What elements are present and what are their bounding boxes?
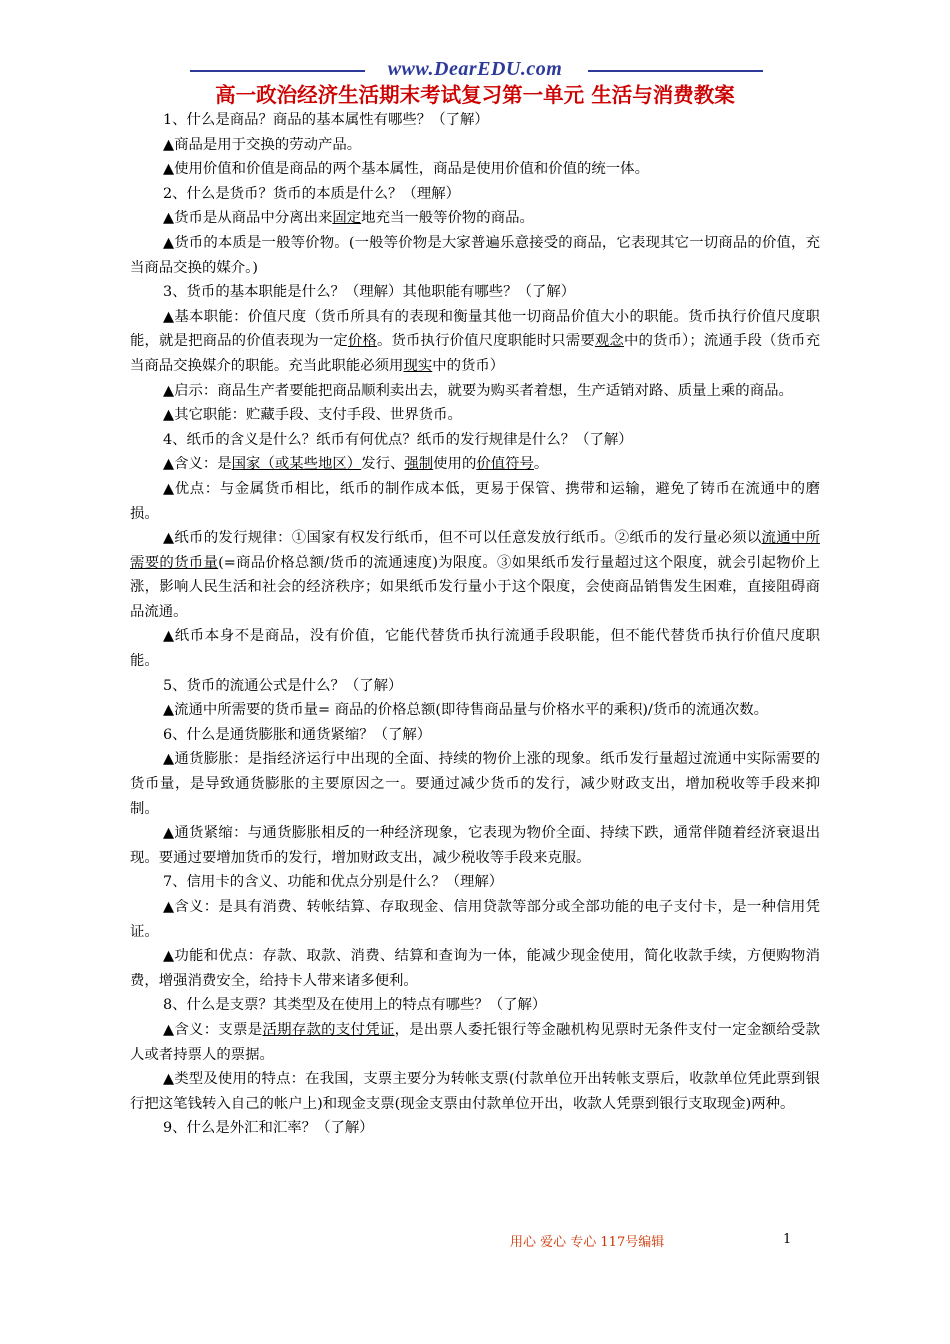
underlined-term: 国家（或某些地区） <box>231 456 362 473</box>
page-number: 1 <box>783 1232 792 1247</box>
answer-5-1: ▲流通中所需要的货币量= 商品的价格总额(即待售商品量与价格水平的乘积)/货币的流通次数。 <box>163 702 769 719</box>
answer-4-3 <box>130 526 820 624</box>
text-run: 。 <box>533 456 549 473</box>
question-9: 9、什么是外汇和汇率？（了解） <box>163 1120 374 1137</box>
answer-7-2: ▲功能和优点：存款、取款、消费、结算和查询为一体，能减少现金使用，简化收款手续，方便购物消费，增强消费安全，给持卡人带来诸多便利。 <box>130 948 820 989</box>
answer-2-1 <box>130 206 820 231</box>
question-6: 6、什么是通货膨胀和通货紧缩？（了解） <box>163 726 432 743</box>
answer-4-1 <box>130 452 820 477</box>
answer-3-2: ▲启示：商品生产者要能把商品顺利卖出去，就要为购买者着想，生产适销对路、质量上乘的商品。 <box>163 382 793 399</box>
site-url[interactable]: www.DearEDU.com <box>387 58 563 80</box>
underlined-term: 活期存款的支付凭证 <box>262 1021 395 1038</box>
text-run: ▲货币是从商品中分离出来 <box>163 210 333 227</box>
text-run: ，是出票人委托银行等金融机构见票时无条件支付一定金额给受款人或者持票人的票据。 <box>130 1021 820 1063</box>
text-run: 中的货币）；流通手段（货币充当商品交换媒介的职能。充当此职能必须用 <box>130 333 820 374</box>
question-5: 5、货币的流通公式是什么？（了解） <box>163 677 403 694</box>
text-run: ▲含义：支票是 <box>163 1021 263 1038</box>
answer-4-4: ▲纸币本身不是商品，没有价值，它能代替货币执行流通手段职能，但不能代替货币执行价值尺度职能。 <box>130 628 820 670</box>
footer-note: 用心 爱心 专心 117号编辑 <box>510 1235 665 1250</box>
underlined-term: 流通中所需要的货币量 <box>130 530 820 571</box>
underlined-term: 价格 <box>347 333 377 350</box>
text-run: 中的货币） <box>432 357 505 374</box>
question-3: 3、货币的基本职能是什么？（理解）其他职能有哪些？（了解） <box>163 284 576 301</box>
answer-1-1: ▲商品是用于交换的劳动产品。 <box>163 136 362 153</box>
answer-8-2: ▲类型及使用的特点：在我国，支票主要分为转帐支票(付款单位开出转帐支票后，收款单位凭此票到银行把这笔钱转入自己的帐户上)和现金支票(现金支票由付款单位开出，收款人凭票到银行支取现金)两种。 <box>130 1071 820 1112</box>
text-run: 发行、 <box>361 456 405 473</box>
question-7: 7、信用卡的含义、功能和优点分别是什么？（理解） <box>163 874 504 891</box>
document-body <box>130 108 820 1141</box>
question-2: 2、什么是货币？货币的本质是什么？（理解） <box>163 185 460 202</box>
question-1: 1、什么是商品？商品的基本属性有哪些？（了解） <box>163 112 489 128</box>
question-4: 4、纸币的含义是什么？纸币有何优点？纸币的发行规律是什么？（了解） <box>163 431 633 448</box>
banner-rule-right <box>588 70 763 72</box>
answer-6-2: ▲通货紧缩：与通货膨胀相反的一种经济现象，它表现为物价全面、持续下跌，通常伴随着经济衰退出现。要通过要增加货币的发行，增加财政支出，减少税收等手段来克服。 <box>130 825 820 866</box>
answer-7-1: ▲含义：是具有消费、转帐结算、存取现金、信用贷款等部分或全部功能的电子支付卡，是一种信用凭证。 <box>130 899 820 940</box>
answer-8-1 <box>130 1018 820 1067</box>
text-run: 地充当一般等价物的商品。 <box>361 210 534 227</box>
underlined-term: 现实 <box>403 357 433 374</box>
answer-6-1: ▲通货膨胀：是指经济运行中出现的全面、持续的物价上涨的现象。纸币发行量超过流通中实际需要的货币量，是导致通货膨胀的主要原因之一。要通过减少货币的发行，减少财政支出，增加税收等手段来抑制。 <box>130 751 820 817</box>
underlined-term: 价值符号 <box>476 456 534 473</box>
answer-2-2: ▲货币的本质是一般等价物。(一般等价物是大家普遍乐意接受的商品，它表现其它一切商品的价值，充当商品交换的媒介。) <box>130 234 820 276</box>
answer-4-2: ▲优点：与金属货币相比，纸币的制作成本低，更易于保管、携带和运输，避免了铸币在流通中的磨损。 <box>130 480 820 522</box>
underlined-term: 固定 <box>332 210 362 227</box>
answer-3-3: ▲其它职能：贮藏手段、支付手段、世界货币。 <box>163 407 462 424</box>
question-8: 8、什么是支票？其类型及在使用上的特点有哪些？（了解） <box>163 997 547 1014</box>
underlined-term: 观念 <box>594 333 624 350</box>
text-run: (=商品价格总额/货币的流通速度)为限度。③如果纸币发行量超过这个限度，就会引起物价上涨，影响人民生活和社会的经济秩序；如果纸币发行量小于这个限度，会使商品销售发生困难，直接阻碍商品流通。 <box>130 554 820 620</box>
text-run: 。货币执行价值尺度职能时只需要 <box>376 333 595 350</box>
text-run: 使用的 <box>433 456 477 473</box>
text-run: ▲含义：是 <box>163 456 232 473</box>
answer-1-2: ▲使用价值和价值是商品的两个基本属性，商品是使用价值和价值的统一体。 <box>163 161 649 178</box>
text-run: ▲基本职能：价值尺度（货币所具有的表现和衡量其他一切商品价值大小的职能。货币执行价值尺度职能，就是把商品的价值表现为一定 <box>130 308 820 350</box>
answer-3-1 <box>130 305 820 379</box>
document-title: 高一政治经济生活期末考试复习第一单元 生活与消费教案 <box>215 83 735 107</box>
text-run: ▲纸币的发行规律：①国家有权发行纸币，但不可以任意发放行纸币。②纸币的发行量必须以 <box>163 530 762 547</box>
underlined-term: 强制 <box>404 456 434 473</box>
